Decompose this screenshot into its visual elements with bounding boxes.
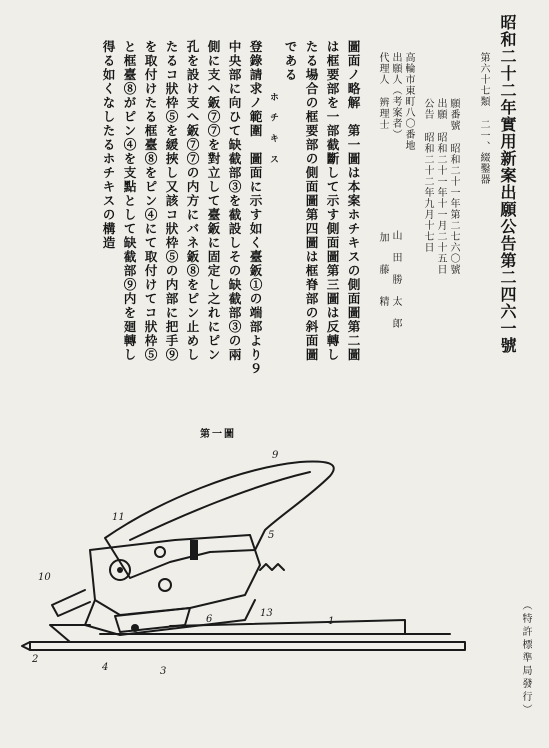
applicant-address: 高輪市東町八〇番地 (403, 52, 414, 151)
body-col-3: たる場合の框要部の側面圖第四圖は框脊部の斜面圖 (303, 40, 319, 362)
label-5: 5 (268, 530, 275, 541)
body-col-4: である (282, 40, 298, 82)
label-1: 1 (328, 616, 335, 627)
section-heading-drawings: 圖面ノ略解 (345, 40, 361, 110)
agent-name: 加藤精 (377, 232, 388, 328)
body-col-11: を取付けたる框臺⑧をピン④にて取付けてコ狀枠⑤ (142, 40, 158, 362)
body-col-2: は框要部を一部截斷して示す側面圖第三圖は反轉し (324, 40, 340, 362)
body-col-13: 得る如くなしたるホチキスの構造 (100, 40, 116, 250)
body-col-9: 孔を設け支へ鈑⑦⑦の内方にバネ鈑⑧をピン止めし (184, 40, 200, 362)
filing-date: 出願 昭和二十一年十一月二十五日 (435, 98, 446, 275)
lever-handle (105, 462, 334, 578)
body-col-12: と框臺⑧がピン④を支點として缺截部⑨内を廻轉し (121, 40, 137, 362)
application-number: 願番號 昭和二十一年第二七六〇號 (448, 98, 459, 275)
body-col-10: たるコ狀枠⑤を緩挾し又該コ狀枠⑤の内部に把手⑨ (163, 40, 179, 362)
body-col-7: 中央部に向ひて缺截部③を截設しその缺截部③の兩 (226, 40, 242, 362)
front-lever (52, 590, 90, 616)
rivet-lower (159, 579, 171, 591)
label-2: 2 (32, 654, 39, 665)
pin-4 (131, 624, 139, 632)
agent-label: 代理人 辨理士 (377, 52, 388, 130)
label-3: 3 (160, 666, 167, 677)
label-9: 9 (272, 450, 279, 461)
issuer-note: （特許標準局發行） (520, 600, 531, 717)
label-11: 11 (112, 512, 125, 523)
applicant-label: 出願人（考案者） (390, 52, 401, 140)
base-plate (30, 642, 465, 650)
classification: 第六十七類 二一、綴鑿器 (478, 52, 489, 185)
title-katakana: ホ チ キ ス (268, 92, 278, 165)
label-10: 10 (38, 572, 51, 583)
figure-caption: 第一圖 (200, 429, 236, 440)
publication-date: 公告 昭和二十二年九月十七日 (422, 98, 433, 253)
publication-title: 昭和二十二年實用新案出願公告第二四六一號 (498, 14, 517, 354)
label-6: 6 (206, 614, 213, 625)
stapler-drawing (10, 420, 480, 720)
stapler-head (90, 535, 260, 615)
body-col-8: 側に支へ鈑⑦⑦を對立して臺鈑に固定し之れにピン (205, 40, 221, 362)
body-col-6: 登錄請求ノ範圍 圖面に示す如く臺鈑①の端部より９ (247, 40, 263, 376)
applicant-name: 山田勝太郎 (390, 230, 401, 340)
spring (260, 564, 284, 570)
label-4: 4 (102, 662, 109, 673)
body-col-1: 圖面ノ略解 第一圖は本案ホチキスの側面圖第二圖 (345, 40, 361, 362)
label-13: 13 (260, 608, 273, 619)
section-heading-claims: 登錄請求ノ範圍 (247, 40, 263, 138)
rivet-upper (155, 547, 165, 557)
